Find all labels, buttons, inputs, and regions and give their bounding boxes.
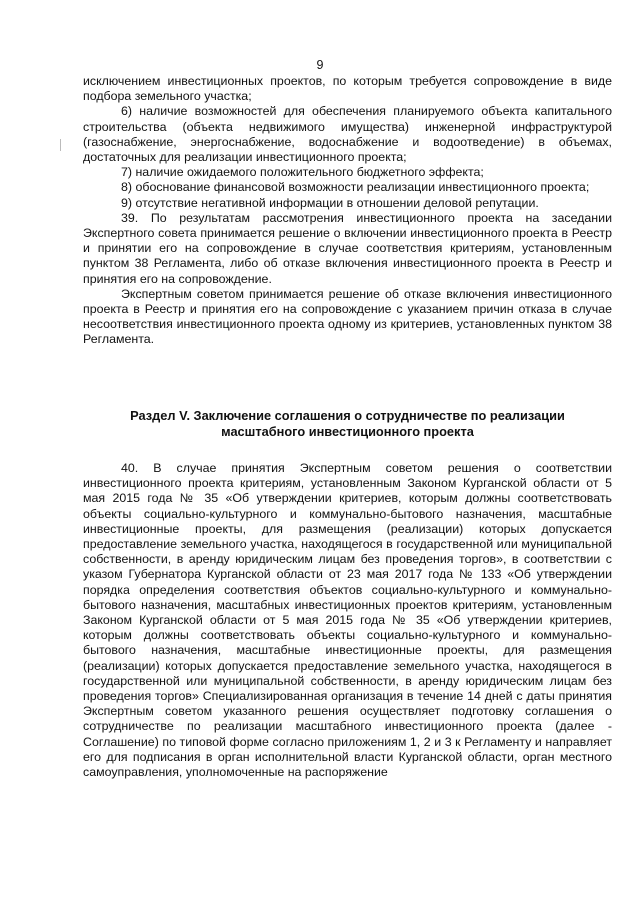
page-number: 9 <box>316 58 324 72</box>
paragraph-refusal: Экспертным советом принимается решение об отказе включения инвестиционного проекта в Реестр и принятия его на сопровождение с указанием причин отказа в случае несоответствия инвестиционного проекта одному из критериев, установленных пунктом 38 Регламента. <box>83 286 612 347</box>
margin-mark <box>60 139 61 151</box>
top-text-block <box>83 74 612 348</box>
paragraph-criterion-8: 8) обоснование финансовой возможности реализации инвестиционного проекта; <box>121 180 590 195</box>
paragraph-continuation: исключением инвестиционных проектов, по которым требуется сопровождение в виде подбора земельного участка; <box>83 74 612 104</box>
bottom-text-block <box>83 461 612 780</box>
paragraph-criterion-6: 6) наличие возможностей для обеспечения планируемого объекта капитального строительства (объекта недвижимого имущества) инженерной инфраструктурой (газоснабжение, энергоснабжение, водоснабжение и водоотведение) в объемах, достаточных для реализации инвестиционного проекта; <box>83 104 612 165</box>
paragraph-item-40: 40. В случае принятия Экспертным советом решения о соответствии инвестиционного проекта критериям, установленным Законом Курганской области от 5 мая 2015 года № 35 «Об утверждении критериев, которым должны соответствовать объекты социально-культурного и коммунально-бытового назначения, масштабные инвестиционные проекты, для размещения (реализации) которых допускается предоставление земельного участка, находящегося в государственной или муниципальной собственности, в аренду юридическим лицам без проведения торгов», в соответствии с указом Губернатора Курганской области от 23 мая 2017 года № 133 «Об утверждении порядка определения соответствия объектов социально-культурного и коммунально-бытового назначения, масштабных инвестиционных проектов критериям, установленным Законом Курганской области от 5 мая 2015 года № 35 «Об утверждении критериев, которым должны соответствовать объекты социально-культурного и коммунально-бытового назначения, масштабные инвестиционные проекты, для размещения (реализации) которых допускается предоставление земельного участка, находящегося в государственной или муниципальной собственности, в аренду юридическим лицам без проведения торгов» Специализированная организация в течение 14 дней с даты принятия Экспертным советом указанного решения осуществляет подготовку соглашения о сотрудничестве по реализации масштабного инвестиционного проекта (далее - Соглашение) по типовой форме согласно приложениям 1, 2 и 3 к Регламенту и направляет его для подписания в орган исполнительной власти Курганской области, орган местного самоуправления, уполномоченные на распоряжение <box>83 461 612 780</box>
section-heading <box>83 408 612 439</box>
paragraph-criterion-9: 9) отсутствие негативной информации в отношении деловой репутации. <box>121 195 539 210</box>
section-heading-line-1: Раздел V. Заключение соглашения о сотрудничестве по реализации <box>130 408 565 423</box>
paragraph-criterion-7: 7) наличие ожидаемого положительного бюджетного эффекта; <box>121 165 484 180</box>
section-heading-line-2: масштабного инвестиционного проекта <box>221 423 474 439</box>
paragraph-item-39: 39. По результатам рассмотрения инвестиционного проекта на заседании Экспертного совета принимается решение о включении инвестиционного проекта в Реестр и принятии его на сопровождение в случае соответствия критериям, установленным пунктом 38 Регламента, либо об отказе включения инвестиционного проекта в Реестр и принятия его на сопровождение. <box>83 210 612 286</box>
